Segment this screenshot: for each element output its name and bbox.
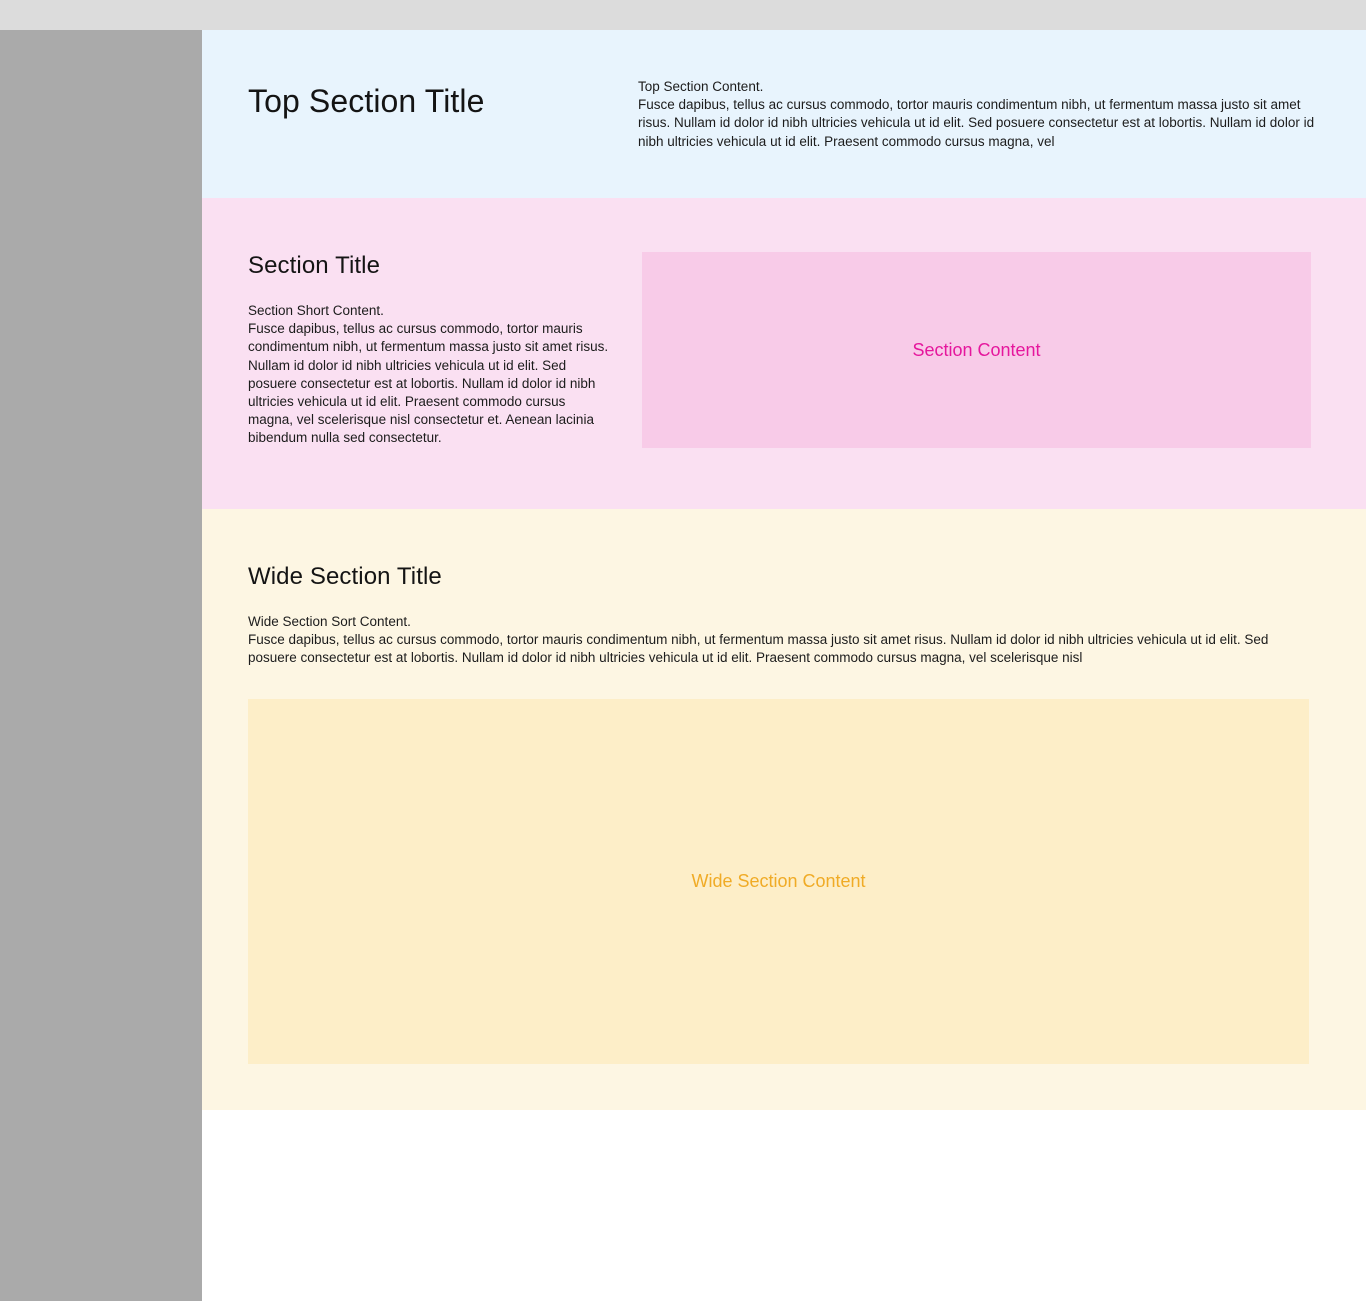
wide-section-paragraph — [248, 613, 1311, 668]
middle-section-lead: Section Short Content. — [248, 303, 384, 318]
middle-section-paragraph — [248, 302, 614, 448]
middle-section-box-column — [642, 198, 1366, 448]
top-browser-bar — [0, 0, 1366, 30]
middle-section — [202, 198, 1366, 509]
wide-section-inner — [202, 509, 1366, 1064]
wide-section-content-box — [248, 699, 1309, 1064]
wide-section-body: Fusce dapibus, tellus ac cursus commodo, tortor mauris condimentum nibh, ut fermentum massa justo sit amet risus. Nullam id dolor id nibh ultricies vehicula ut id elit. Sed posuere consectetur est at lobortis. Nullam id dolor id nibh ultricies vehicula ut id elit. Praesent commodo cursus magna, vel scelerisque nisl — [248, 632, 1269, 666]
left-sidebar-panel — [0, 30, 202, 1301]
top-section-body: Fusce dapibus, tellus ac cursus commodo, tortor mauris condimentum nibh, ut fermentum massa justo sit amet risus. Nullam id dolor id nibh ultricies vehicula ut id elit. Sed posuere consectetur est at lobortis. Nullam id dolor id nibh ultricies vehicula ut id elit. Praesent commodo cursus magna, vel — [638, 97, 1315, 149]
top-section-paragraph — [638, 78, 1330, 151]
middle-section-text-column — [202, 198, 642, 448]
main-content-column — [202, 30, 1366, 1301]
middle-section-body: Fusce dapibus, tellus ac cursus commodo, tortor mauris condimentum nibh, ut fermentum massa justo sit amet risus. Nullam id dolor id nibh ultricies vehicula ut id elit. Sed posuere consectetur est at lobortis. Nullam id dolor id nibh ultricies vehicula ut id elit. Praesent commodo cursus magna, vel scelerisque nisl consectetur et. Aenean lacinia bibendum nulla sed consectetur. — [248, 321, 609, 446]
middle-section-content-box-label: Section Content — [912, 340, 1041, 360]
middle-section-title: Section Title — [248, 252, 381, 279]
top-section-title-column — [202, 30, 638, 120]
top-section-body-column — [638, 30, 1366, 151]
top-section-title: Top Section Title — [248, 83, 485, 119]
top-section-lead: Top Section Content. — [638, 79, 764, 94]
wide-section-lead: Wide Section Sort Content. — [248, 614, 411, 629]
wide-section-content-box-label: Wide Section Content — [691, 871, 866, 892]
wide-section-title: Wide Section Title — [248, 563, 442, 590]
top-section — [202, 30, 1366, 198]
middle-section-content-box — [642, 252, 1311, 448]
wide-section — [202, 509, 1366, 1110]
